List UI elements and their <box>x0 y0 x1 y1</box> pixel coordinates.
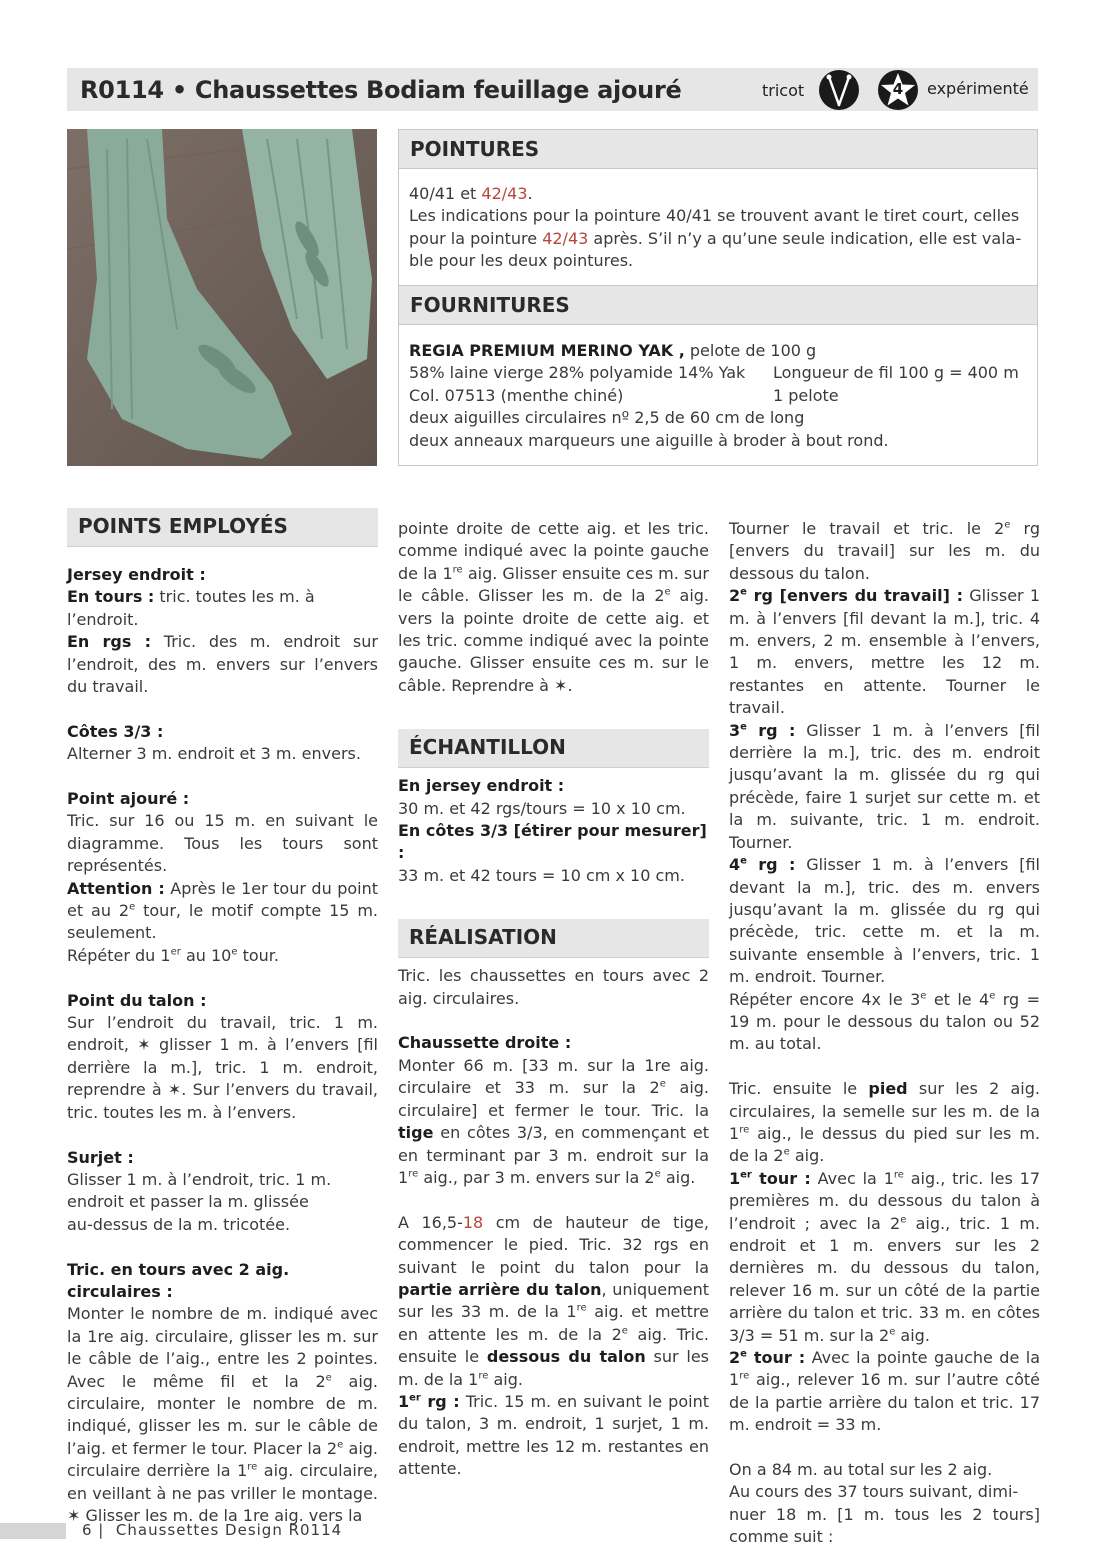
row-text: Tric. 15 m. en suivant le point du talon, 3 m. endroit, 1 surjet, 1 m. endroit, mettre les 12 m. restantes en attente. <box>398 1391 709 1479</box>
stitches-heading: POINTS EMPLOYÉS <box>78 514 288 538</box>
heel-flap-text: aig. <box>488 1369 523 1389</box>
jersey-rounds-label: En tours : <box>67 587 155 607</box>
total-line: comme suit : <box>729 1527 834 1547</box>
superscript: er <box>409 1392 421 1404</box>
superscript: re <box>576 1303 587 1315</box>
yarn-composition: 58% laine vierge 28% polyamide 14% Yak <box>409 363 746 383</box>
making-intro: Tric. les chaussettes en tours avec 2 aig. circulaires. <box>398 966 709 1008</box>
lace-attention-label: Attention : <box>67 878 165 898</box>
size-highlight: 42/43 <box>481 184 528 203</box>
superscript: re <box>739 1124 750 1136</box>
supplies-heading: FOURNITURES <box>410 293 570 317</box>
stitches-heading-bar <box>67 508 378 547</box>
foot-text: Tric. ensuite le <box>729 1079 869 1099</box>
round-text: Avec la 1 <box>810 1168 894 1188</box>
superscript: er <box>740 1169 752 1181</box>
column-gauge-making <box>398 518 709 1481</box>
repeat-text: rg = 19 m. pour le dessous du talon ou 52 m. au total. <box>729 989 1041 1054</box>
continued-text: aig. vers la pointe droite de cette aig. et les tric. comme indiqué avec la pointe gauche. Glisser ensuite ces m. sur le câble. Reprendre à ✶. <box>398 586 709 695</box>
making-heading: RÉALISATION <box>409 925 557 950</box>
superscript: re <box>247 1461 258 1473</box>
title-bar <box>67 68 1038 111</box>
right-sock-bold: tige <box>398 1123 434 1143</box>
superscript: e <box>129 901 136 913</box>
turn-text: Tourner le travail et tric. le 2 <box>729 519 1005 538</box>
sizes-line: ble pour les deux pointures. <box>409 251 634 271</box>
size-highlight: 18 <box>462 1212 484 1232</box>
foot-text: aig., le dessus du pied sur les m. de la 2 <box>729 1123 1040 1166</box>
total-line: On a 84 m. au total sur les 2 aig. <box>729 1460 993 1480</box>
superscript: e <box>740 586 747 598</box>
circular-text: aig. circulaire derrière la 1 <box>67 1438 378 1481</box>
circular-title: Tric. en tours avec 2 aig. circulaires : <box>67 1259 290 1301</box>
superscript: e <box>783 1147 790 1159</box>
superscript: re <box>893 1169 904 1181</box>
difficulty-level-label: expérimenté <box>927 79 1029 98</box>
notions-line: deux anneaux marqueurs une aiguille à broder à bout rond. <box>409 430 889 450</box>
round-text: aig., tric. 1 m. endroit et 1 m. envers sur les 2 dernières m. du dessous du talon, relever 16 m. sur un côté de la partie arrière du talon et tric. 33 m. en côtes 3/3 = 51 m. sur la 2 <box>729 1213 1040 1345</box>
yarn-color: Col. 07513 (menthe chiné) <box>409 385 624 405</box>
row-label: 1 <box>398 1391 410 1411</box>
lace-attention-text: Après le 1er tour du point et au 2 <box>67 878 379 921</box>
superscript: e <box>889 1326 896 1338</box>
round-text: aig., relever 16 m. sur l’autre côté de la partie arrière du talon et tric. 17 m. endroit = 33 m. <box>729 1370 1040 1435</box>
repeat-text: et le 4 <box>926 989 990 1009</box>
gauge-value: 30 m. et 42 rgs/tours = 10 x 10 cm. <box>398 798 686 818</box>
heel-flap-text: sur les m. de la 1 <box>398 1347 709 1389</box>
round-label: 2 <box>729 1348 741 1368</box>
yarn-pack: pelote de 100 g <box>684 341 817 360</box>
heel-flap-text: aig. et mettre en attente les m. de la 2 <box>398 1302 709 1344</box>
continued-text: pointe droite de cette aig. et les tric. comme indiqué avec la pointe gauche de la 1 <box>398 519 709 583</box>
round-label: tour : <box>746 1348 806 1368</box>
heel-flap-text: A 16,5- <box>398 1212 463 1232</box>
gauge-value: 33 m. et 42 tours = 10 cm x 10 cm. <box>398 865 685 885</box>
gauge-heading: ÉCHANTILLON <box>409 735 566 760</box>
info-box <box>398 129 1038 466</box>
superscript: e <box>740 855 747 867</box>
heel-flap-text: aig. Tric. ensuite le <box>398 1324 709 1367</box>
round-label: 1 <box>729 1168 741 1188</box>
jersey-rows-label: En rgs : <box>67 632 152 652</box>
superscript: e <box>654 1168 661 1180</box>
continued-text: aig. Glisser ensuite ces m. sur le câble. Glisser les m. de la 2 <box>398 563 709 606</box>
page-title: R0114 • Chaussettes Bodiam feuillage ajouré <box>80 76 682 104</box>
footer-title: Chaussettes Design R0114 <box>115 1521 343 1539</box>
round-label: tour : <box>751 1168 811 1188</box>
ssk-title: Surjet : <box>67 1147 134 1167</box>
round-text: aig. <box>895 1325 930 1345</box>
superscript: e <box>337 1439 344 1451</box>
heel-flap-bold: dessous du talon <box>486 1347 646 1367</box>
circular-text: aig. circulaire, monter le nombre de m. indiqué, glisser les m. sur le câble de l’aig. et fermer le tour. Placer la 2 <box>67 1371 379 1458</box>
right-sock-text: aig. <box>660 1167 696 1187</box>
circular-text: Monter le nombre de m. indiqué avec la 1re aig. circulaire, glisser les m. sur le câble de l’aig., entre les 2 pointes. Avec le même fil et la 2 <box>67 1304 378 1391</box>
making-heading-bar <box>398 919 709 958</box>
sock-photo <box>67 129 377 466</box>
jersey-rounds-text: tric. toutes les m. à l’endroit. <box>67 587 315 629</box>
craft-label: tricot <box>762 81 805 100</box>
knitting-needles-icon <box>819 70 859 110</box>
superscript: e <box>989 990 996 1002</box>
size-highlight: 42/43 <box>542 228 589 248</box>
superscript: e <box>740 721 747 733</box>
sizes-line: Les indications pour la pointure 40/41 se trouvent avant le tiret court, celles <box>409 206 1020 226</box>
lace-repeat: au 10 <box>180 945 232 965</box>
row-text: Glisser 1 m. à l’envers [fil derrière la m.], tric. des m. endroit jusqu’avant la m. glissée du rg qui précède, faire 1 surjet sur cette m. et la m. suivante, tric. 1 m. endroit. Tourner. <box>729 720 1041 852</box>
superscript: re <box>478 1370 489 1382</box>
superscript: e <box>900 1214 907 1226</box>
lace-repeat: tour. <box>237 945 279 965</box>
row-text: Glisser 1 m. à l’envers [fil devant la m.], tric. des m. envers jusqu’avant la m. glissée du rg qui précède, tric. cette m. et la m. suivante ensemble à l’envers, tric. 1 m. endroit. Tourner. <box>729 855 1041 987</box>
lace-title: Point ajouré : <box>67 789 190 809</box>
sizes-line: 40/41 et <box>409 184 482 203</box>
lace-text: Tric. sur 16 ou 15 m. en suivant le diagramme. Tous les tours sont représentés. <box>67 811 378 876</box>
superscript: re <box>452 564 463 576</box>
supplies-text <box>409 340 1031 452</box>
superscript: e <box>659 1078 666 1090</box>
yarn-quantity: 1 pelote <box>773 385 839 405</box>
column-heel-foot <box>729 518 1040 1549</box>
page-number: 6 | <box>82 1521 105 1539</box>
lace-repeat: Répéter du 1 <box>67 945 171 965</box>
foot-text: sur les 2 aig. circulaires, la semelle sur les m. de la 1 <box>729 1079 1040 1143</box>
round-text: aig., tric. les 17 premières m. du dessous du talon à l’endroit ; avec la 2 <box>729 1168 1040 1233</box>
gauge-title: En jersey endroit : <box>398 776 565 796</box>
heel-flap-bold: partie arrière du talon <box>398 1279 602 1299</box>
yarn-length: Longueur de fil 100 g = 400 m <box>773 363 1019 383</box>
superscript: e <box>231 946 238 958</box>
heel-flap-text: , uniquement sur les 33 m. de la 1 <box>398 1279 709 1322</box>
superscript: er <box>170 946 181 958</box>
row-label: 3 <box>729 720 741 740</box>
right-sock-text: en côtes 3/3, en commençant et en terminant par 3 m. endroit sur la 1 <box>398 1123 709 1187</box>
right-sock-title: Chaussette droite : <box>398 1033 572 1053</box>
ssk-line: Glisser 1 m. à l’endroit, tric. 1 m. <box>67 1169 332 1189</box>
heel-flap-text: cm de hauteur de tige, commencer le pied. Tric. 32 rgs en suivant le point du talon pour la <box>398 1212 709 1277</box>
repeat-text: Répéter encore 4x le 3 <box>729 989 921 1009</box>
sizes-line: après. S’il n’y a qu’une seule indication, elle est vala- <box>588 228 1022 248</box>
superscript: e <box>664 586 671 598</box>
row-label: rg [envers du travail] : <box>746 586 964 606</box>
round-text: Avec la pointe gauche de la 1 <box>729 1348 1040 1390</box>
foot-text: aig. <box>789 1146 825 1166</box>
sizes-line: pour la pointure <box>409 228 543 248</box>
footer-bar <box>0 1523 66 1539</box>
row-text: Glisser 1 m. à l’envers [fil devant la m.], tric. 4 m. envers, 2 m. ensemble à l’envers, 1 m. envers, mettre les 12 m. restantes en attente. Tourner le travail. <box>729 586 1041 718</box>
supplies-heading-bar <box>399 285 1037 325</box>
superscript: e <box>1004 519 1011 531</box>
ssk-line: endroit et passer la m. glissée <box>67 1192 309 1212</box>
foot-bold: pied <box>868 1079 908 1099</box>
superscript: e <box>325 1372 332 1384</box>
sizes-line: . <box>527 184 533 203</box>
circular-text: aig. circulaire, en veillant à ne pas vriller le montage. ✶ Glisser les m. de la 1re aig. vers la <box>67 1461 379 1525</box>
sizes-heading: POINTURES <box>410 137 540 161</box>
row-label: rg : <box>420 1391 460 1411</box>
gauge-title: En côtes 3/3 [étirer pour mesurer] : <box>398 821 707 863</box>
superscript: re <box>739 1371 750 1383</box>
difficulty-star-icon <box>878 70 918 110</box>
superscript: e <box>621 1325 628 1337</box>
row-label: rg : <box>746 720 796 740</box>
rib-title: Côtes 3/3 : <box>67 721 164 741</box>
yarn-name: REGIA PREMIUM MERINO YAK , <box>409 341 685 360</box>
row-label: 4 <box>729 855 741 875</box>
jersey-rows-text: Tric. des m. endroit sur l’endroit, des m. envers sur l’envers du travail. <box>67 632 378 697</box>
total-line: nuer 18 m. [1 m. tous les 2 tours] <box>729 1504 1040 1524</box>
column-stitches <box>67 508 378 1527</box>
total-line: Au cours des 37 tours suivant, dimi- <box>729 1482 1019 1502</box>
right-sock-text: Monter 66 m. [33 m. sur la 1re aig. circulaire et 33 m. sur la 2 <box>398 1055 709 1098</box>
rib-text: Alterner 3 m. endroit et 3 m. envers. <box>67 744 361 764</box>
row-label: 2 <box>729 586 741 606</box>
turn-text: rg [envers du travail] sur les m. du dessous du talon. <box>729 519 1041 583</box>
superscript: re <box>408 1168 419 1180</box>
sizes-text <box>409 183 1031 273</box>
footer <box>82 1521 342 1539</box>
right-sock-text: aig. circulaire] et fermer le tour. Tric. la <box>398 1078 709 1120</box>
superscript: e <box>740 1348 747 1360</box>
jersey-title: Jersey endroit : <box>67 565 206 584</box>
difficulty-level-number: 4 <box>892 80 904 98</box>
gauge-heading-bar <box>398 729 709 768</box>
right-sock-text: aig., par 3 m. envers sur la 2 <box>418 1167 655 1187</box>
ssk-line: au-dessus de la m. tricotée. <box>67 1214 291 1234</box>
needles-line: deux aiguilles circulaires nº 2,5 de 60 cm de long <box>409 408 805 428</box>
lace-attention-text: tour, le motif compte 15 m. seulement. <box>67 901 379 943</box>
row-label: rg : <box>746 855 796 875</box>
sizes-heading-bar <box>399 130 1037 169</box>
superscript: e <box>920 990 927 1002</box>
heel-text: Sur l’endroit du travail, tric. 1 m. endroit, ✶ glisser 1 m. à l’envers [fil derrière la m.], tric. 1 m. endroit, reprendre à ✶. Sur l’envers du travail, tric. toutes les m. à l’envers. <box>67 1013 378 1122</box>
heel-title: Point du talon : <box>67 990 207 1010</box>
